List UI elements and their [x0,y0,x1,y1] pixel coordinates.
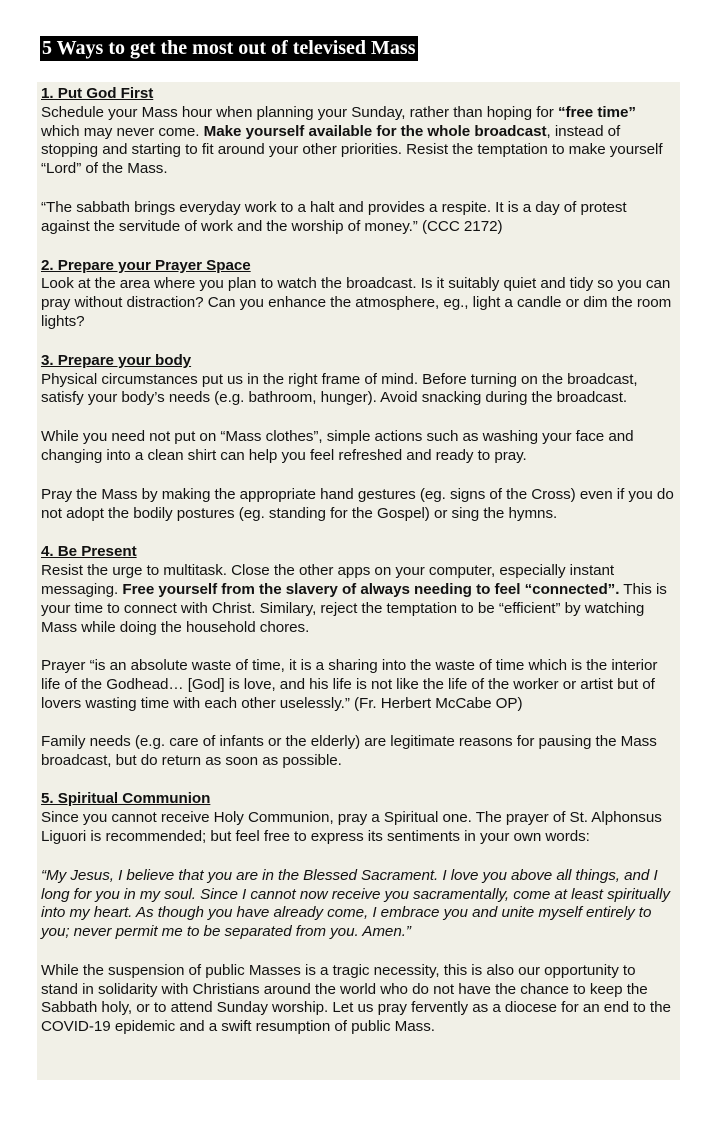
document-body [37,82,680,1080]
section-3-paragraph-3: Pray the Mass by making the appropriate hand gestures (eg. signs of the Cross) even if you do not adopt the bodily postures (eg. standing for the Gospel) or sing the hymns. [41,485,674,522]
bold-text-make-available: Make yourself available for the whole broadcast [203,122,547,140]
section-4-paragraph-1 [41,562,676,637]
section-1-paragraph-1 [41,104,676,179]
section-heading-prepare-prayer-space: 2. Prepare your Prayer Space [41,256,251,274]
section-3-paragraph-1: Physical circumstances put us in the right frame of mind. Before turning on the broadcast, satisfy your body’s needs (e.g. bathroom, hunger). Avoid snacking during the broadcast. [41,370,638,407]
page-title: 5 Ways to get the most out of televised Mass [40,36,418,61]
text-run: which may never come. [41,122,204,140]
section-4-paragraph-3: Family needs (e.g. care of infants or the elderly) are legitimate reasons for pausing the Mass broadcast, but do return as soon as possible. [41,732,657,769]
section-5-paragraph-1: Since you cannot receive Holy Communion, pray a Spiritual one. The prayer of St. Alphonsus Liguori is recommended; but feel free to express its sentiments in your own words: [41,809,662,845]
text-run: Schedule your Mass hour when planning your Sunday, rather than hoping for [41,103,558,121]
bold-text-free-yourself: Free yourself from the slavery of always needing to feel “connected”. [122,580,620,598]
section-heading-put-god-first: 1. Put God First [41,85,154,102]
prayer-text: “My Jesus, I believe that you are in the Blessed Sacrament. I love you above all things, and I long for you in my soul. Since I cannot now receive you sacramentally, come at least spiritually into my heart. As though you have already come, I embrace you and unite myself entirely to you; never permit me to be separated from you. Amen.” [41,866,670,941]
section-heading-prepare-body: 3. Prepare your body [41,351,192,369]
closing-paragraph: While the suspension of public Masses is a tragic necessity, this is also our opportunity to stand in solidarity with Christians around the world who do not have the chance to keep the Sabbath holy, or to attend Sunday worship. Let us pray fervently as a diocese for an end to the COVID-19 epidemic and a swift resumption of public Mass. [41,961,671,1036]
bold-text-free-time: “free time” [557,103,636,121]
section-3-paragraph-2: While you need not put on “Mass clothes”, simple actions such as washing your face and changing into a clean shirt can help you feel refreshed and ready to pray. [41,428,634,464]
text-run: , instead of stopping and starting to fit around your other priorities. Resist the temptation to make yourself “Lord” of the Mass. [41,122,663,178]
section-heading-be-present: 4. Be Present [41,543,137,561]
section-heading-spiritual-communion: 5. Spiritual Communion [41,790,211,808]
section-4-quote: Prayer “is an absolute waste of time, it is a sharing into the waste of time which is the interior life of the Godhead… [God] is love, and his life is not like the life of the worker or artist but of lovers wasting time with each other uselessly.” (Fr. Herbert McCabe OP) [41,657,658,712]
section-2-paragraph-1: Look at the area where you plan to watch the broadcast. Is it suitably quiet and tidy so you can pray without distraction? Can you enhance the atmosphere, eg., light a candle or dim the room lights? [41,275,672,330]
section-1-quote: “The sabbath brings everyday work to a halt and provides a respite. It is a day of protest against the servitude of work and the worship of money.” (CCC 2172) [41,198,627,235]
text-run: This is your time to connect with Christ. Similary, reject the temptation to be “efficient” by watching Mass while doing the household chores. [41,580,667,636]
text-run: Resist the urge to multitask. Close the other apps on your computer, especially instant messaging. [41,562,615,598]
